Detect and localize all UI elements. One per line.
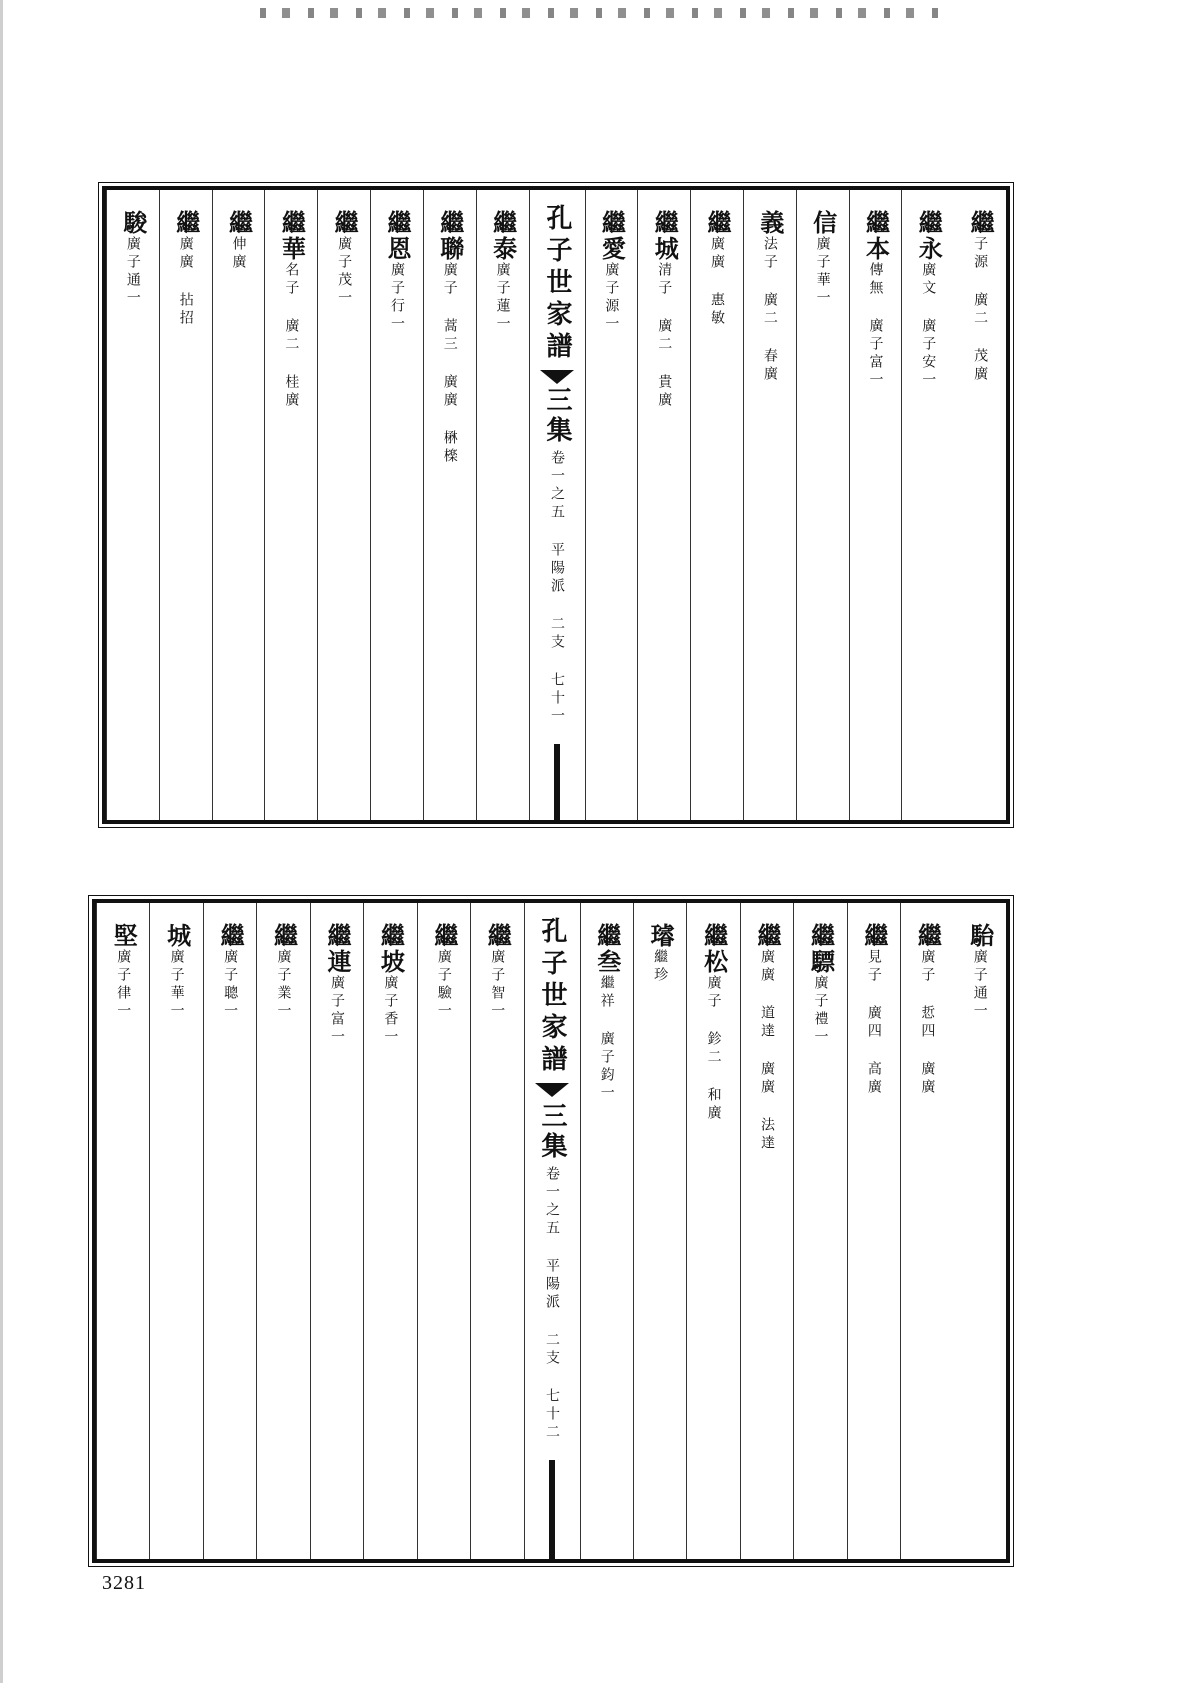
scan-header-noise <box>260 8 940 18</box>
genealogy-column: 駘 廣子通一 <box>965 923 995 1021</box>
genealogy-column: 繼 廣子業一 <box>256 903 309 1559</box>
genealogy-column: 義 法子 廣二 春廣 <box>743 190 796 820</box>
book-spine-label <box>524 903 580 1559</box>
genealogy-column: 璿 繼珍 <box>633 903 686 1559</box>
genealogy-column: 繼本 傳無 廣子富一 <box>849 190 902 820</box>
genealogy-column: 繼 廣廣 道達 廣廣 法達 <box>740 903 793 1559</box>
genealogy-column: 堅 廣子律一 <box>96 903 149 1559</box>
genealogy-column: 繼坡 廣子香一 <box>363 903 416 1559</box>
genealogy-column: 繼 廣子 悊四 廣廣 <box>900 903 953 1559</box>
genealogy-column: 駿 廣子通一 <box>106 190 159 820</box>
genealogy-column: 繼 廣子驗一 <box>417 903 470 1559</box>
spine-bar <box>549 1460 555 1559</box>
fish-tail-mark-icon <box>540 370 574 382</box>
fish-tail-mark-icon <box>535 1083 569 1098</box>
genealogy-column: 繼叁 繼祥 廣子鈞一 <box>580 903 633 1559</box>
volume-label: 三集 <box>542 385 572 446</box>
genealogy-column: 繼永 廣文 廣子安一 <box>901 190 954 820</box>
page-number: 3281 <box>102 1572 146 1594</box>
genealogy-column: 繼 廣廣 拈招 <box>159 190 212 820</box>
section-label: 卷一之五 平陽派 二支 七十二 <box>544 1166 560 1443</box>
genealogy-column: 繼 見子 廣四 高廣 <box>847 903 900 1559</box>
section-label: 卷一之五 平陽派 二支 七十一 <box>549 449 565 726</box>
genealogy-column: 繼 廣子聰一 <box>203 903 256 1559</box>
genealogy-column: 信 廣子華一 <box>796 190 849 820</box>
book-spine-label <box>529 190 585 820</box>
spine-bar <box>554 744 560 820</box>
genealogy-column: 繼 子源 廣二 茂廣 <box>966 210 996 384</box>
page-panel-top <box>102 186 1010 824</box>
genealogy-column: 繼松 廣子 鉁二 和廣 <box>686 903 739 1559</box>
genealogy-column: 繼 廣子茂一 <box>317 190 370 820</box>
genealogy-column: 繼泰 廣子蓮一 <box>476 190 529 820</box>
genealogy-column: 繼 廣子智一 <box>470 903 523 1559</box>
genealogy-column: 繼華 名子 廣二 桂廣 <box>264 190 317 820</box>
book-title: 孔子世家譜 <box>537 917 567 1077</box>
page-panel-bottom <box>92 899 1010 1563</box>
genealogy-column: 繼城 清子 廣二 貴廣 <box>637 190 690 820</box>
genealogy-column: 繼 廣廣 惠敏 <box>690 190 743 820</box>
book-title: 孔子世家譜 <box>542 204 572 364</box>
genealogy-column: 城 廣子華一 <box>149 903 202 1559</box>
genealogy-column: 繼連 廣子富一 <box>310 903 363 1559</box>
genealogy-column: 繼驃 廣子禮一 <box>793 903 846 1559</box>
genealogy-column: 繼 伸廣 <box>212 190 265 820</box>
genealogy-column: 繼恩 廣子行一 <box>370 190 423 820</box>
genealogy-column: 繼聯 廣子 蒿三 廣廣 楙檪 <box>423 190 476 820</box>
scan-edge <box>0 0 3 1683</box>
genealogy-column: 繼愛 廣子源一 <box>585 190 638 820</box>
volume-label: 三集 <box>537 1102 567 1163</box>
